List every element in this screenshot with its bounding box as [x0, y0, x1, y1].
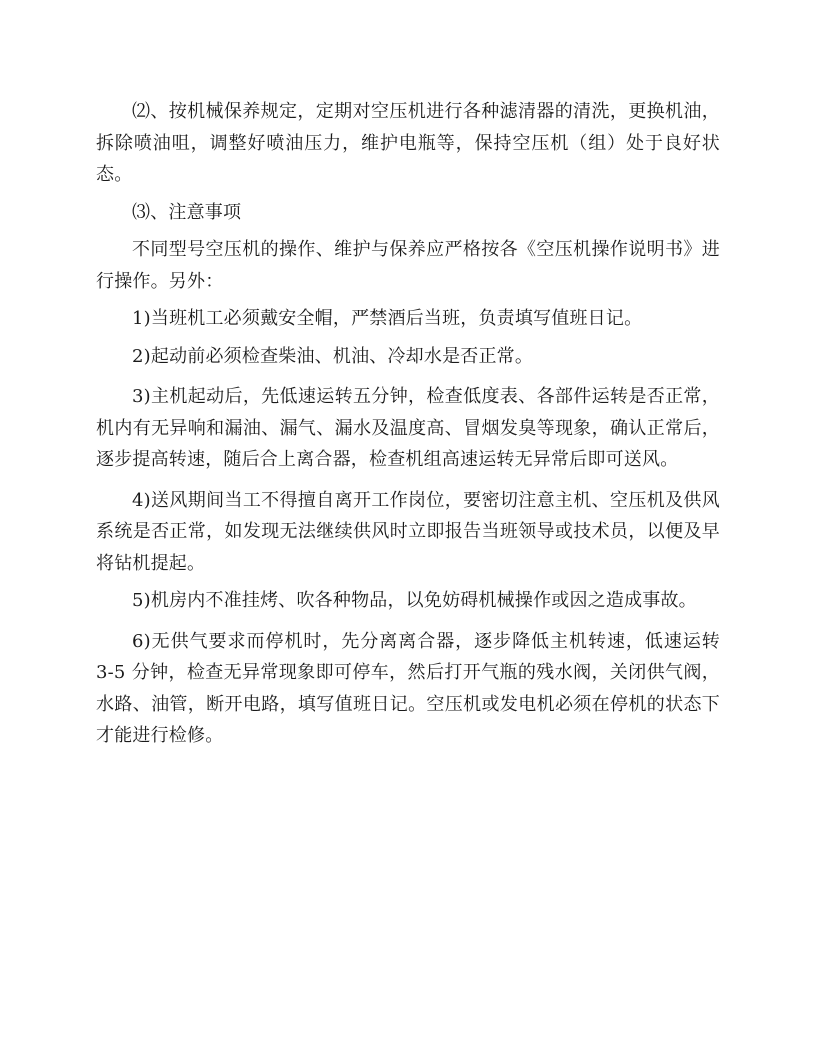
paragraph-item-6: 6)无供气要求而停机时，先分离离合器，逐步降低主机转速，低速运转 3-5 分钟，检查无异常现象即可停车，然后打开气瓶的残水阀，关闭供气阀，水路、油管，断开电路，填写值班日记。空压机或发电机必须在停机的状态下才能进行检修。: [96, 630, 720, 746]
paragraph-intro: 不同型号空压机的操作、维护与保养应严格按各《空压机操作说明书》进行操作。另外：: [96, 239, 720, 292]
paragraph-item-5: 5)机房内不准挂烤、吹各种物品，以免妨碍机械操作或因之造成事故。: [132, 590, 697, 611]
paragraph-item-4: 4)送风期间当工不得擅自离开工作岗位，要密切注意主机、空压机及供风系统是否正常，如发现无法继续供风时立即报告当班领导或技术员，以便及早将钻机提起。: [96, 489, 720, 574]
paragraph-precautions-heading: ⑶、注意事项: [132, 201, 242, 223]
document-page: [96, 96, 720, 752]
paragraph-item-1: 1)当班机工必须戴安全帽，严禁酒后当班，负责填写值班日记。: [132, 308, 643, 329]
paragraph-maintenance: ⑵、按机械保养规定，定期对空压机进行各种滤清器的清洗，更换机油，拆除喷油咀，调整好喷油压力，维护电瓶等，保持空压机（组）处于良好状态。: [96, 101, 720, 185]
paragraph-item-2: 2)起动前必须检查柴油、机油、冷却水是否正常。: [132, 345, 534, 367]
paragraph-item-3: 3)主机起动后，先低速运转五分钟，检查低度表、各部件运转是否正常，机内有无异响和漏油、漏气、漏水及温度高、冒烟发臭等现象，确认正常后，逐步提高转速，随后合上离合器，检查机组高速运转无异常后即可送风。: [96, 386, 720, 470]
